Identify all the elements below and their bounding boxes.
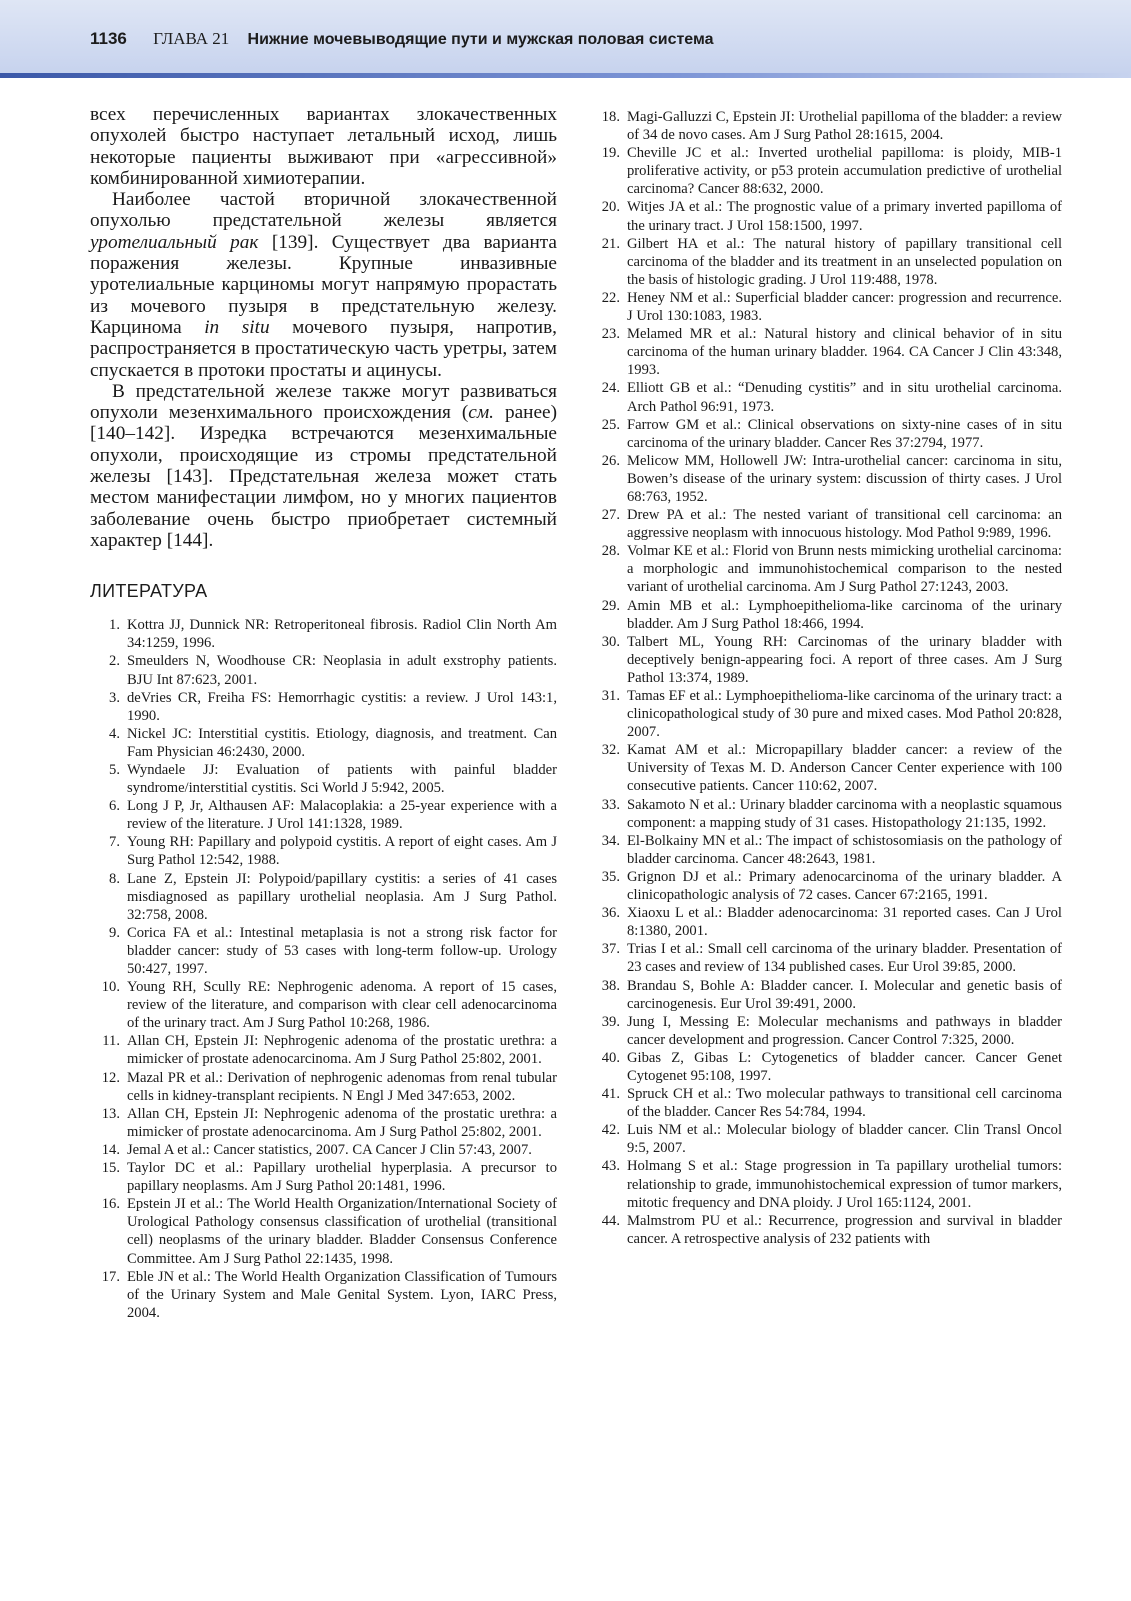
reference-item [90, 1141, 557, 1159]
italic-term: уротелиальный рак [90, 231, 259, 253]
reference-text: Tamas EF et al.: Lymphoepithelioma-like carcinoma of the urinary tract: a clinicopathological study of 30 pure and mixed cases. Mod Pathol 20:828, 2007. [627, 688, 1062, 741]
reference-item [598, 597, 1062, 633]
reference-item [90, 689, 557, 725]
reference-number: 31. [601, 688, 620, 704]
reference-text: Grignon DJ et al.: Primary adenocarcinoma of the urinary bladder. A clinicopathologic analysis of 72 cases. Cancer 67:2165, 1991. [627, 868, 1062, 904]
reference-item [598, 379, 1062, 415]
reference-text: Sakamoto N et al.: Urinary bladder carcinoma with a neoplastic squamous component: a mapping study of 31 cases. Histopathology 21:135, 1992. [627, 796, 1062, 831]
reference-text: Cheville JC et al.: Inverted urothelial papilloma: is ploidy, MIB-1 proliferative activity, or p53 protein accumulation predictive of urothelial carcinoma? Cancer 88:632, 2000. [627, 145, 1062, 198]
reference-number: 1. [109, 617, 120, 634]
reference-item [598, 687, 1062, 741]
reference-item [598, 1013, 1062, 1049]
reference-item [598, 506, 1062, 542]
reference-text: Wyndaele JJ: Evaluation of patients with painful bladder syndrome/interstitial cystitis. Sci World J 5:942, 2005. [127, 761, 557, 797]
reference-text: Magi-Galluzzi C, Epstein JI: Urothelial papilloma of the bladder: a review of 34 de novo cases. Am J Surg Pathol 28:1615, 2004. [627, 109, 1062, 144]
body-paragraph-1: всех перечисленных вариантах злокачественных опухолей быстро наступает летальный исход, лишь некоторые пациенты выживают при «агрессивной» комбинированной химиотерапии. [90, 104, 557, 189]
reference-item [598, 633, 1062, 687]
reference-item [90, 1268, 557, 1322]
reference-item [90, 1195, 557, 1267]
reference-number: 41. [601, 1086, 620, 1103]
reference-number: 17. [101, 1268, 120, 1285]
reference-item [90, 1069, 557, 1105]
reference-item [598, 452, 1062, 506]
body-paragraph-3 [90, 381, 557, 551]
reference-item [598, 1157, 1062, 1211]
reference-text: Taylor DC et al.: Papillary urothelial hyperplasia. A precursor to papillary neoplasms. Am J Surg Pathol 20:1481, 1996. [127, 1160, 557, 1195]
reference-item [598, 832, 1062, 868]
header-rule [0, 73, 1131, 78]
italic-term: см. [468, 402, 494, 424]
reference-text: Luis NM et al.: Molecular biology of bladder cancer. Clin Transl Oncol 9:5, 2007. [627, 1122, 1062, 1157]
reference-text: Nickel JC: Interstitial cystitis. Etiology, diagnosis, and treatment. Can Fam Physician 46:2430, 2000. [127, 725, 557, 760]
reference-list-left [90, 616, 557, 1322]
reference-item [598, 198, 1062, 234]
reference-text: Mazal PR et al.: Derivation of nephrogenic adenomas from renal tubular cells in kidney-transplant recipients. N Engl J Med 347:653, 2002. [127, 1069, 557, 1104]
reference-number: 44. [601, 1212, 620, 1229]
reference-item [598, 1049, 1062, 1085]
reference-text: Jung I, Messing E: Molecular mechanisms and pathways in bladder cancer development and progression. Cancer Control 7:325, 2000. [627, 1013, 1062, 1048]
reference-item [598, 977, 1062, 1013]
reference-number: 19. [601, 145, 620, 162]
reference-item [598, 416, 1062, 452]
reference-item [598, 289, 1062, 325]
reference-item [90, 833, 557, 869]
reference-number: 13. [101, 1105, 120, 1122]
reference-item [598, 325, 1062, 379]
text-run: Наиболее частой вторичной злокачественной опухолью предстательной железы является [90, 189, 557, 232]
reference-text: Spruck CH et al.: Two molecular pathways to transitional cell carcinoma of the bladder. Cancer Res 54:784, 1994. [627, 1086, 1062, 1121]
reference-number: 7. [109, 834, 120, 851]
reference-text: Talbert ML, Young RH: Carcinomas of the urinary bladder with deceptively benign-appearing foci. A report of three cases. Am J Surg Pathol 13:374, 1989. [627, 633, 1062, 686]
reference-number: 37. [601, 941, 620, 958]
reference-number: 10. [101, 979, 120, 996]
reference-number: 33. [601, 796, 620, 813]
reference-text: Elliott GB et al.: “Denuding cystitis” and in situ urothelial carcinoma. Arch Pathol 96:91, 1973. [627, 380, 1062, 415]
reference-text: Melamed MR et al.: Natural history and clinical behavior of in situ carcinoma of the human urinary bladder. 1964. CA Cancer J Clin 43:348, 1993. [627, 326, 1062, 379]
reference-number: 8. [109, 870, 120, 887]
italic-term: in situ [204, 316, 270, 338]
reference-number: 14. [101, 1141, 120, 1158]
reference-item [598, 940, 1062, 976]
reference-number: 27. [601, 507, 620, 524]
reference-text: Melicow MM, Hollowell JW: Intra-urothelial cancer: carcinoma in situ, Bowen’s disease of the urinary system: discussion of thirty cases. J Urol 68:763, 1952. [627, 452, 1062, 505]
reference-item [598, 741, 1062, 795]
reference-number: 26. [601, 452, 620, 469]
text-run: мочевого пузыря, напротив, распространяется в простатическую часть уретры, затем спускается в протоки простаты и ацинусы. [90, 316, 557, 381]
reference-number: 11. [102, 1033, 120, 1050]
reference-text: Witjes JA et al.: The prognostic value of a primary inverted papilloma of the urinary tract. J Urol 158:1500, 1997. [627, 199, 1062, 234]
reference-number: 3. [109, 689, 120, 706]
reference-item [90, 978, 557, 1032]
reference-text: Xiaoxu L et al.: Bladder adenocarcinoma: 31 reported cases. Can J Urol 8:1380, 2001. [627, 905, 1062, 940]
reference-number: 28. [601, 543, 620, 560]
reference-text: Heney NM et al.: Superficial bladder cancer: progression and recurrence. J Urol 130:1083, 1983. [627, 289, 1062, 325]
reference-number: 36. [601, 905, 620, 922]
reference-text: Amin MB et al.: Lymphoepithelioma-like carcinoma of the urinary bladder. Am J Surg Pathol 18:466, 1994. [627, 597, 1062, 632]
reference-item [90, 1159, 557, 1195]
reference-item [90, 616, 557, 652]
right-column [598, 108, 1062, 1248]
reference-item [598, 542, 1062, 596]
reference-number: 34. [601, 832, 620, 849]
reference-item [90, 870, 557, 924]
reference-item [598, 1085, 1062, 1121]
chapter-label: ГЛАВА 21 [153, 29, 230, 48]
reference-number: 9. [109, 924, 120, 941]
reference-text: Brandau S, Bohle A: Bladder cancer. I. Molecular and genetic basis of carcinogenesis. Eur Urol 39:491, 2000. [627, 977, 1062, 1012]
reference-number: 38. [601, 977, 620, 994]
header-text [90, 29, 714, 49]
reference-number: 42. [601, 1122, 620, 1139]
reference-item [598, 108, 1062, 144]
reference-text: Corica FA et al.: Intestinal metaplasia is not a strong risk factor for bladder cancer: study of 53 cases with long-term follow-up. Urology 50:427, 1997. [127, 924, 557, 978]
reference-item [598, 868, 1062, 904]
body-paragraph-2 [90, 189, 557, 381]
reference-number: 30. [601, 633, 620, 650]
reference-text: Allan CH, Epstein JI: Nephrogenic adenoma of the prostatic urethra: a mimicker of prostate adenocarcinoma. Am J Surg Pathol 25:802, 2001. [127, 1033, 557, 1068]
reference-text: Eble JN et al.: The World Health Organization Classification of Tumours of the Urinary System and Male Genital System. Lyon, IARC Press, 2004. [127, 1268, 557, 1321]
reference-text: Trias I et al.: Small cell carcinoma of the urinary bladder. Presentation of 23 cases and review of 134 published cases. Eur Urol 39:85, 2000. [627, 941, 1062, 976]
reference-number: 29. [601, 597, 620, 614]
reference-text: Volmar KE et al.: Florid von Brunn nests mimicking urothelial carcinoma: a morphologic and immunohistochemical comparison to the nested variant of urothelial carcinoma. Am J Surg Pathol 27:1243, 2003. [627, 543, 1062, 596]
reference-list-right [598, 108, 1062, 1248]
reference-number: 25. [601, 416, 620, 433]
reference-number: 32. [601, 742, 620, 759]
reference-text: Farrow GM et al.: Clinical observations on sixty-nine cases of in situ carcinoma of the urinary bladder. Cancer Res 37:2794, 1977. [627, 416, 1062, 451]
reference-item [90, 1032, 557, 1068]
reference-number: 39. [601, 1013, 620, 1030]
reference-item [598, 1121, 1062, 1157]
reference-text: Epstein JI et al.: The World Health Organization/International Society of Urological Pathology consensus classification of urothelial (transitional cell) neoplasms of the urinary bladder. Bladder Consensus Conference Committee. Am J Surg Pathol 22:1435, 1998. [127, 1196, 557, 1267]
reference-number: 40. [601, 1049, 620, 1066]
reference-text: Gilbert HA et al.: The natural history of papillary transitional cell carcinoma of the bladder and its treatment in an unselected population on the basis of histologic grading. J Urol 119:488, 1978. [627, 235, 1062, 288]
reference-number: 2. [109, 653, 120, 670]
reference-text: Kottra JJ, Dunnick NR: Retroperitoneal fibrosis. Radiol Clin North Am 34:1259, 1996. [127, 617, 557, 652]
reference-text: Gibas Z, Gibas L: Cytogenetics of bladder cancer. Cancer Genet Cytogenet 95:108, 1997. [627, 1049, 1062, 1084]
reference-text: Holmang S et al.: Stage progression in Ta papillary urothelial tumors: relationship to grade, immunohistochemical expression of tumor markers, mitotic frequency and DNA ploidy. J Urol 165:1124, 2001. [627, 1158, 1062, 1211]
literature-heading: ЛИТЕРАТУРА [90, 581, 208, 602]
reference-number: 24. [601, 380, 620, 397]
page-number: 1136 [90, 29, 127, 48]
reference-number: 4. [109, 725, 120, 742]
reference-text: Jemal A et al.: Cancer statistics, 2007. CA Cancer J Clin 57:43, 2007. [127, 1141, 532, 1158]
left-column [90, 104, 557, 1322]
reference-number: 21. [601, 235, 620, 252]
text-run: В предстательной железе также могут развиваться опухоли мезенхимального происхождения ( [90, 380, 557, 424]
reference-number: 22. [601, 289, 620, 306]
reference-number: 16. [101, 1196, 120, 1213]
text-run: ранее) [140–142]. Изредка встречаются мезенхимальные опухоли, происходящие из стромы предстательной железы [143]. Предстательная железа может стать местом манифестации лимфом, но у многих пациентов заболевание очень быстро приобретает системный характер [144]. [90, 402, 557, 551]
reference-text: Long J P, Jr, Althausen AF: Malacoplakia: a 25-year experience with a review of the literature. J Urol 141:1328, 1989. [127, 798, 557, 833]
reference-number: 20. [601, 199, 620, 216]
reference-item [598, 144, 1062, 198]
reference-item [90, 761, 557, 797]
reference-number: 6. [109, 798, 120, 815]
reference-item [90, 725, 557, 761]
reference-number: 35. [601, 868, 620, 885]
reference-item [598, 1212, 1062, 1248]
running-header [0, 0, 1131, 78]
reference-item [598, 235, 1062, 289]
reference-text: Lane Z, Epstein JI: Polypoid/papillary cystitis: a series of 41 cases misdiagnosed as papillary urothelial neoplasia. Am J Surg Pathol. 32:758, 2008. [127, 870, 557, 923]
reference-item [90, 797, 557, 833]
reference-number: 12. [101, 1069, 120, 1086]
reference-text: Allan CH, Epstein JI: Nephrogenic adenoma of the prostatic urethra: a mimicker of prostate adenocarcinoma. Am J Surg Pathol 25:802, 2001. [127, 1105, 557, 1140]
reference-number: 15. [101, 1160, 120, 1177]
reference-text: Young RH: Papillary and polypoid cystitis. A report of eight cases. Am J Surg Pathol 12:542, 1988. [127, 834, 557, 869]
reference-text: Drew PA et al.: The nested variant of transitional cell carcinoma: an aggressive neoplasm with innocuous histology. Mod Pathol 9:989, 1996. [627, 507, 1062, 542]
reference-number: 18. [601, 109, 620, 125]
reference-number: 5. [109, 761, 120, 778]
reference-text: Smeulders N, Woodhouse CR: Neoplasia in adult exstrophy patients. BJU Int 87:623, 2001. [127, 653, 557, 688]
reference-item [90, 1105, 557, 1141]
reference-text: Kamat AM et al.: Micropapillary bladder cancer: a review of the University of Texas M. D. Anderson Cancer Center experience with 100 consecutive patients. Cancer 110:62, 2007. [627, 742, 1062, 795]
reference-text: deVries CR, Freiha FS: Hemorrhagic cystitis: a review. J Urol 143:1, 1990. [127, 689, 557, 724]
reference-text: Young RH, Scully RE: Nephrogenic adenoma. A report of 15 cases, review of the literature, and comparison with clear cell adenocarcinoma of the urinary tract. Am J Surg Pathol 10:268, 1986. [127, 979, 557, 1032]
reference-item [90, 652, 557, 688]
reference-item [598, 796, 1062, 832]
reference-text: El-Bolkainy MN et al.: The impact of schistosomiasis on the pathology of bladder carcinoma. Cancer 48:2643, 1981. [627, 832, 1062, 867]
reference-item [598, 904, 1062, 940]
reference-number: 43. [601, 1158, 620, 1175]
reference-text: Malmstrom PU et al.: Recurrence, progression and survival in bladder cancer. A retrospective analysis of 232 patients with [627, 1212, 1062, 1247]
reference-number: 23. [601, 326, 620, 343]
text-run: [139]. Существует два варианта поражения железы. Крупные инвазивные уротелиальные карциномы могут напрямую прорастать из мочевого пузыря в предстательную железу. Карцинома [90, 231, 557, 338]
chapter-title: Нижние мочевыводящие пути и мужская половая система [247, 31, 714, 48]
reference-item [90, 924, 557, 978]
